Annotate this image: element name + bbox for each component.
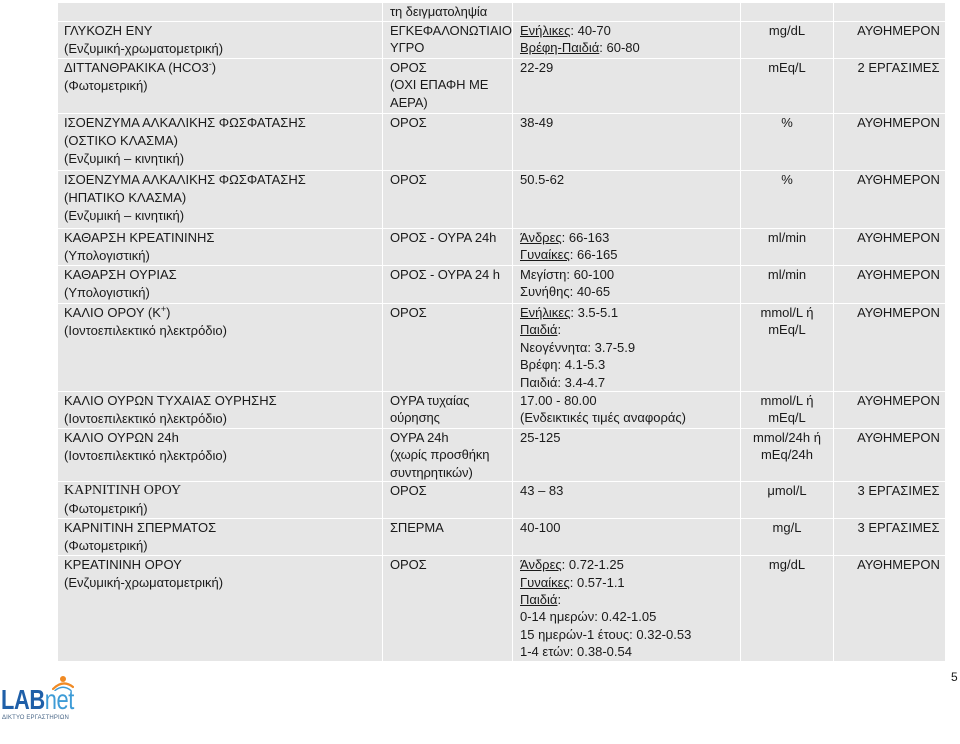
- test-name-cell: [58, 3, 383, 22]
- reference-range-text: 38-49: [520, 115, 554, 130]
- test-name-line: [64, 537, 382, 555]
- test-name-text: (ΟΣΤΙΚΟ ΚΛΑΣΜΑ): [64, 133, 178, 148]
- page-number: 5: [951, 670, 958, 684]
- reference-range-text: : 66-163: [561, 230, 610, 245]
- test-name-text: (Φωτομετρική): [64, 501, 148, 517]
- unit-line: mEq/L: [768, 322, 806, 338]
- reference-range-line: [520, 304, 740, 321]
- test-name-line: [64, 132, 382, 150]
- test-name-line: [64, 77, 382, 95]
- sample-type-cell: [383, 519, 513, 556]
- reference-range-line: [520, 266, 740, 283]
- reference-range-qualifier: Άνδρες: [520, 230, 562, 245]
- reference-range-line: [520, 409, 740, 426]
- test-name-cell: [58, 114, 383, 171]
- turnaround-time-cell: [834, 556, 946, 661]
- table-row: [58, 519, 946, 556]
- reference-range-line: [520, 643, 740, 660]
- reference-range-cell: [513, 3, 741, 22]
- test-name-line: [64, 247, 382, 265]
- reference-range-cell: [513, 266, 741, 304]
- test-name-text-tail: ): [211, 60, 217, 75]
- table-row: [58, 556, 946, 661]
- table-row: [58, 482, 946, 519]
- test-name-line: [64, 429, 382, 447]
- sample-type-line: ΟΥΡΑ 24h: [390, 430, 449, 446]
- sample-type-cell: [383, 556, 513, 661]
- sample-type-line: ΟΡΟΣ: [390, 115, 427, 130]
- reference-range-text: 15 ημερών-1 έτους: 0.32-0.53: [520, 626, 692, 642]
- turnaround-time-cell: [834, 171, 946, 229]
- unit-line: mmol/L ή: [760, 393, 814, 409]
- unit-line: ml/min: [767, 267, 807, 282]
- turnaround-time-cell: [834, 429, 946, 482]
- logo-tagline: ΔΙΚΤΥΟ ΕΡΓΑΣΤΗΡΙΩΝ: [2, 715, 69, 721]
- reference-range-text: 50.5-62: [520, 172, 565, 187]
- turnaround-time-cell: [834, 304, 946, 392]
- reference-range-text: 0-14 ημερών: 0.42-1.05: [520, 609, 657, 625]
- turnaround-time-line: ΑΥΘΗΜΕΡΟΝ: [857, 393, 940, 409]
- test-name-line: [64, 556, 382, 574]
- turnaround-time-line: 2 ΕΡΓΑΣΙΜΕΣ: [857, 60, 940, 75]
- reference-range-cell: [513, 59, 741, 114]
- test-name-cell: [58, 429, 383, 482]
- table-row: [58, 3, 946, 22]
- sample-type-line: ΟΡΟΣ: [390, 557, 427, 573]
- turnaround-time-cell: [834, 229, 946, 266]
- reference-range-cell: [513, 171, 741, 229]
- labnet-logo: [0, 672, 84, 724]
- reference-range-qualifier: Ενήλικες: [520, 23, 571, 38]
- turnaround-time-cell: [834, 59, 946, 114]
- test-name-text: (Ενζυμική – κινητική): [64, 151, 185, 166]
- test-name-text: (Ιοντοεπιλεκτικό ηλεκτρόδιο): [64, 323, 227, 338]
- sample-type-line: ΣΠΕΡΜΑ: [390, 520, 444, 536]
- test-name-line: [64, 500, 382, 518]
- unit-cell: [741, 429, 834, 482]
- unit-line: mg/dL: [768, 557, 806, 573]
- unit-cell: [741, 171, 834, 229]
- test-name-line: [64, 22, 382, 40]
- reference-range-text: : 40-70: [570, 23, 611, 38]
- reference-range-text: : 0.57-1.1: [569, 574, 625, 590]
- reference-range-line: [520, 283, 740, 300]
- turnaround-time-cell: [834, 392, 946, 429]
- logo-wordmark: [1, 686, 74, 714]
- sample-type-line: ΥΓΡΟ: [390, 40, 425, 56]
- test-name-text: (Φωτομετρική): [64, 538, 148, 554]
- reference-range-line: [520, 22, 740, 39]
- unit-cell: [741, 22, 834, 59]
- reference-range-text: 22-29: [520, 60, 554, 75]
- test-name-text: (Ιοντοεπιλεκτικό ηλεκτρόδιο): [64, 448, 227, 464]
- reference-range-cell: [513, 229, 741, 266]
- test-name-line: [64, 322, 382, 340]
- reference-range-line: [520, 591, 740, 608]
- reference-range-cell: [513, 556, 741, 661]
- unit-line: mEq/L: [768, 60, 806, 75]
- sample-type-line: ΑΕΡΑ): [390, 94, 428, 110]
- results-table: [57, 2, 946, 662]
- unit-cell: [741, 304, 834, 392]
- reference-range-qualifier: Γυναίκες: [520, 574, 570, 590]
- reference-range-text: 43 – 83: [520, 483, 564, 499]
- test-name-text: (ΗΠΑΤΙΚΟ ΚΛΑΣΜΑ): [64, 190, 187, 205]
- sample-type-cell: [383, 429, 513, 482]
- unit-cell: [741, 392, 834, 429]
- test-name-cell: [58, 22, 383, 59]
- reference-range-text: Μεγίστη: 60-100: [520, 267, 615, 282]
- table-row: [58, 304, 946, 392]
- reference-range-text: : 3.5-5.1: [570, 305, 619, 320]
- test-name-superscript: +: [160, 304, 167, 314]
- sample-type-cell: [383, 59, 513, 114]
- sample-type-line: ούρησης: [390, 410, 440, 426]
- reference-range-text: : 60-80: [599, 40, 640, 56]
- sample-type-cell: [383, 171, 513, 229]
- test-name-text: ΚΑΡΝΙΤΙΝΗ ΣΠΕΡΜΑΤΟΣ: [64, 520, 217, 536]
- unit-cell: [741, 482, 834, 519]
- unit-cell: [741, 3, 834, 22]
- sample-type-line: ΕΓΚΕΦΑΛΟΝΩΤΙΑΙΟ: [390, 23, 512, 38]
- sample-type-line: ΟΥΡΑ τυχαίας: [390, 393, 470, 409]
- test-name-line: [64, 150, 382, 168]
- sample-type-line: ΟΡΟΣ: [390, 172, 427, 187]
- test-name-line: [64, 447, 382, 465]
- reference-range-text: Συνήθης: 40-65: [520, 284, 611, 300]
- reference-range-line: [520, 59, 740, 76]
- unit-cell: [741, 266, 834, 304]
- logo-wordmark-secondary: net: [44, 684, 74, 715]
- test-name-text-tail: ): [166, 305, 171, 320]
- sample-type-line: ΟΡΟΣ - ΟΥΡΑ 24h: [390, 230, 497, 245]
- results-table-body: [58, 3, 946, 662]
- test-name-line: [64, 304, 382, 322]
- reference-range-cell: [513, 429, 741, 482]
- test-name-superscript: -: [208, 59, 212, 69]
- reference-range-text: :: [557, 592, 562, 608]
- reference-range-line: [520, 114, 740, 131]
- unit-line: mEq/24h: [760, 447, 814, 463]
- reference-range-line: [520, 519, 740, 536]
- reference-range-line: [520, 626, 740, 643]
- test-name-cell: [58, 171, 383, 229]
- sample-type-line: συντηρητικών): [390, 464, 473, 480]
- test-name-line: [64, 392, 382, 410]
- test-name-line: [64, 171, 382, 189]
- reference-range-text: :: [557, 322, 562, 338]
- test-name-text: (Φωτομετρική): [64, 78, 148, 93]
- reference-range-line: [520, 356, 740, 373]
- sample-type-line: τη δειγματοληψία: [390, 4, 488, 19]
- test-name-cell: [58, 266, 383, 304]
- turnaround-time-line: ΑΥΘΗΜΕΡΟΝ: [857, 230, 940, 245]
- test-name-line: [64, 229, 382, 247]
- test-name-line: [64, 482, 382, 500]
- test-name-line: [64, 410, 382, 428]
- turnaround-time-line: ΑΥΘΗΜΕΡΟΝ: [857, 557, 940, 573]
- turnaround-time-line: ΑΥΘΗΜΕΡΟΝ: [857, 430, 940, 446]
- test-name-text: (Ενζυμική – κινητική): [64, 208, 185, 223]
- reference-range-line: [520, 339, 740, 356]
- reference-range-cell: [513, 482, 741, 519]
- sample-type-line: ΟΡΟΣ: [390, 483, 427, 499]
- test-name-cell: [58, 556, 383, 661]
- reference-range-text: 40-100: [520, 520, 561, 536]
- sample-type-line: ΟΡΟΣ: [390, 305, 427, 320]
- test-name-text: ΚΡΕΑΤΙΝΙΝΗ ΟΡΟΥ: [64, 557, 182, 573]
- sample-type-line: (χωρίς προσθήκη: [390, 447, 490, 463]
- sample-type-line: ΟΡΟΣ - ΟΥΡΑ 24 h: [390, 267, 500, 282]
- turnaround-time-cell: [834, 482, 946, 519]
- sample-type-cell: [383, 304, 513, 392]
- turnaround-time-cell: [834, 519, 946, 556]
- reference-range-qualifier: Παιδιά: [520, 592, 558, 608]
- test-name-line: [64, 574, 382, 592]
- unit-cell: [741, 59, 834, 114]
- table-row: [58, 22, 946, 59]
- reference-range-line: [520, 574, 740, 591]
- reference-range-text: 17.00 - 80.00: [520, 393, 597, 409]
- reference-range-qualifier: Παιδιά: [520, 322, 558, 338]
- unit-line: mEq/L: [768, 410, 806, 426]
- reference-range-qualifier: Άνδρες: [520, 557, 562, 573]
- reference-range-line: [520, 321, 740, 338]
- sample-type-cell: [383, 392, 513, 429]
- reference-range-line: [520, 39, 740, 56]
- turnaround-time-cell: [834, 3, 946, 22]
- turnaround-time-line: ΑΥΘΗΜΕΡΟΝ: [857, 115, 940, 130]
- reference-range-qualifier: Βρέφη-Παιδιά: [520, 40, 600, 56]
- turnaround-time-line: ΑΥΘΗΜΕΡΟΝ: [857, 23, 940, 38]
- test-name-line: [64, 59, 382, 77]
- turnaround-time-line: 3 ΕΡΓΑΣΙΜΕΣ: [857, 520, 940, 536]
- turnaround-time-line: ΑΥΘΗΜΕΡΟΝ: [857, 267, 940, 282]
- reference-range-cell: [513, 22, 741, 59]
- reference-range-line: [520, 392, 740, 409]
- logo-wordmark-primary: LAB: [1, 684, 45, 715]
- reference-range-text: (Ενδεικτικές τιμές αναφοράς): [520, 410, 686, 426]
- reference-range-text: : 66-165: [569, 247, 618, 263]
- test-name-text: ΚΑΡΝΙΤΙΝΗ ΟΡΟΥ: [64, 483, 182, 499]
- test-name-cell: [58, 482, 383, 519]
- unit-cell: [741, 519, 834, 556]
- test-name-text: ΓΛΥΚΟΖΗ ΕΝΥ: [64, 23, 153, 38]
- turnaround-time-line: ΑΥΘΗΜΕΡΟΝ: [857, 172, 940, 187]
- unit-line: mg/dL: [768, 23, 806, 38]
- sample-type-line: ΟΡΟΣ: [390, 60, 427, 75]
- test-name-line: [64, 189, 382, 207]
- reference-range-text: 1-4 ετών: 0.38-0.54: [520, 644, 632, 660]
- reference-range-line: [520, 429, 740, 446]
- sample-type-cell: [383, 229, 513, 266]
- unit-line: %: [781, 172, 793, 187]
- reference-range-text: 25-125: [520, 430, 561, 446]
- test-name-cell: [58, 229, 383, 266]
- test-name-text: ΚΑΛΙΟ ΟΥΡΩΝ ΤΥΧΑΙΑΣ ΟΥΡΗΣΗΣ: [64, 393, 277, 409]
- reference-range-line: [520, 171, 740, 188]
- unit-line: %: [781, 115, 793, 130]
- reference-range-text: Βρέφη: 4.1-5.3: [520, 357, 606, 373]
- test-name-line: [64, 207, 382, 225]
- turnaround-time-cell: [834, 266, 946, 304]
- sample-type-cell: [383, 482, 513, 519]
- test-name-text: ΙΣΟΕΝΖΥΜΑ ΑΛΚΑΛΙΚΗΣ ΦΩΣΦΑΤΑΣΗΣ: [64, 172, 306, 187]
- unit-line: mg/L: [772, 520, 802, 536]
- reference-range-line: [520, 482, 740, 499]
- test-name-text: ΚΑΘΑΡΣΗ ΚΡΕΑΤΙΝΙΝΗΣ: [64, 230, 215, 245]
- test-name-line: [64, 40, 382, 58]
- table-row: [58, 171, 946, 229]
- unit-line: mmol/24h ή: [753, 430, 821, 446]
- test-name-cell: [58, 304, 383, 392]
- reference-range-cell: [513, 519, 741, 556]
- table-row: [58, 229, 946, 266]
- reference-range-line: [520, 556, 740, 573]
- test-name-text: (Ενζυμική-χρωματομετρική): [64, 41, 224, 56]
- reference-range-line: [520, 374, 740, 391]
- unit-cell: [741, 114, 834, 171]
- table-row: [58, 114, 946, 171]
- unit-line: ml/min: [767, 230, 807, 245]
- reference-range-line: [520, 608, 740, 625]
- table-row: [58, 59, 946, 114]
- test-name-text: (Ενζυμική-χρωματομετρική): [64, 575, 224, 591]
- reference-range-cell: [513, 304, 741, 392]
- unit-cell: [741, 556, 834, 661]
- sample-type-cell: [383, 114, 513, 171]
- reference-range-cell: [513, 114, 741, 171]
- test-name-line: [64, 519, 382, 537]
- table-row: [58, 429, 946, 482]
- unit-line: mmol/L ή: [760, 305, 814, 320]
- turnaround-time-cell: [834, 114, 946, 171]
- test-name-line: [64, 114, 382, 132]
- test-name-text: ΚΑΛΙΟ ΟΡΟΥ (K: [64, 305, 161, 320]
- test-name-text: (Υπολογιστική): [64, 248, 150, 263]
- reference-range-qualifier: Γυναίκες: [520, 247, 570, 263]
- test-name-cell: [58, 519, 383, 556]
- turnaround-time-cell: [834, 22, 946, 59]
- sample-type-cell: [383, 3, 513, 22]
- test-name-text: (Υπολογιστική): [64, 285, 150, 300]
- unit-line: μmol/L: [767, 483, 807, 499]
- test-name-text: (Ιοντοεπιλεκτικό ηλεκτρόδιο): [64, 411, 227, 427]
- sample-type-cell: [383, 266, 513, 304]
- test-name-cell: [58, 59, 383, 114]
- table-row: [58, 266, 946, 304]
- reference-range-cell: [513, 392, 741, 429]
- unit-cell: [741, 229, 834, 266]
- reference-range-text: Παιδιά: 3.4-4.7: [520, 374, 606, 390]
- sample-type-cell: [383, 22, 513, 59]
- test-name-line: [64, 266, 382, 284]
- turnaround-time-line: ΑΥΘΗΜΕΡΟΝ: [857, 305, 940, 320]
- table-row: [58, 392, 946, 429]
- test-name-text: ΔΙΤΤΑΝΘΡΑΚΙΚΑ (HCO3: [64, 60, 209, 75]
- reference-range-line: [520, 246, 740, 263]
- test-name-cell: [58, 392, 383, 429]
- reference-range-qualifier: Ενήλικες: [520, 305, 571, 320]
- turnaround-time-line: 3 ΕΡΓΑΣΙΜΕΣ: [857, 483, 940, 499]
- reference-range-text: : 0.72-1.25: [561, 557, 624, 573]
- test-name-text: ΚΑΛΙΟ ΟΥΡΩΝ 24h: [64, 430, 179, 446]
- sample-type-line: (ΟΧΙ ΕΠΑΦΗ ΜΕ: [390, 77, 489, 93]
- test-name-line: [64, 284, 382, 302]
- reference-range-line: [520, 229, 740, 246]
- test-name-text: ΙΣΟΕΝΖΥΜΑ ΑΛΚΑΛΙΚΗΣ ΦΩΣΦΑΤΑΣΗΣ: [64, 115, 306, 130]
- test-name-text: ΚΑΘΑΡΣΗ ΟΥΡΙΑΣ: [64, 267, 177, 282]
- reference-range-text: Νεογέννητα: 3.7-5.9: [520, 339, 636, 355]
